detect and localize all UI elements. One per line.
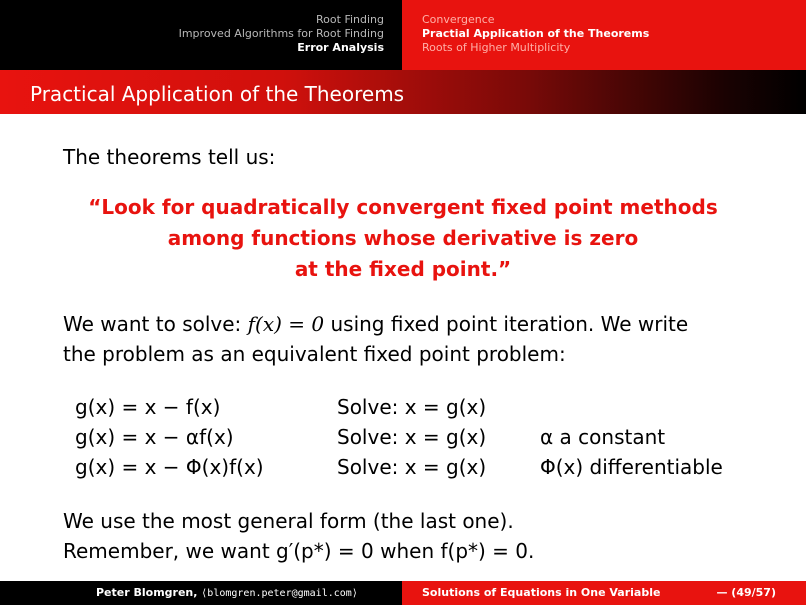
problem-equation: f(x) = 0	[247, 312, 325, 336]
equation-g-1: g(x) = x − f(x)	[75, 395, 221, 419]
footer-author-name: Peter Blomgren,	[96, 586, 202, 599]
quote-line-2: among functions whose derivative is zero	[167, 226, 639, 250]
equation-g-3: g(x) = x − Φ(x)f(x)	[75, 455, 264, 479]
footer	[0, 581, 806, 605]
equation-g-2: g(x) = x − αf(x)	[75, 425, 234, 449]
conclusion-line-2: Remember, we want g′(p*) = 0 when f(p*) = 0.	[63, 539, 535, 563]
equation-solve-2: Solve: x = g(x)	[337, 425, 487, 449]
footer-page-number: — (49/57)	[716, 586, 776, 599]
nav-section-improved-algorithms[interactable]: Improved Algorithms for Root Finding	[178, 27, 384, 40]
quote-line-3: at the fixed point.”	[294, 257, 512, 281]
nav-section-root-finding[interactable]: Root Finding	[316, 13, 384, 26]
problem-suffix: using fixed point iteration. We write	[324, 312, 689, 336]
equation-solve-1: Solve: x = g(x)	[337, 395, 487, 419]
problem-prefix: We want to solve:	[63, 312, 248, 336]
section-nav	[0, 0, 402, 70]
equation-note-2: α a constant	[540, 425, 666, 449]
footer-title-panel	[402, 581, 806, 605]
frame-title-bar	[0, 70, 806, 114]
intro-text: The theorems tell us:	[63, 145, 276, 169]
nav-section-error-analysis[interactable]: Error Analysis	[297, 41, 384, 54]
subsection-nav	[402, 0, 806, 70]
top-navigation	[0, 0, 806, 70]
footer-email: ⟨blomgren.peter@gmail.com⟩	[201, 588, 358, 599]
problem-line-2: the problem as an equivalent fixed point problem:	[63, 342, 566, 366]
footer-author	[96, 586, 358, 599]
footer-author-panel	[0, 581, 402, 605]
footer-title: Solutions of Equations in One Variable	[422, 586, 661, 599]
equation-solve-3: Solve: x = g(x)	[337, 455, 487, 479]
equation-note-3: Φ(x) differentiable	[540, 455, 723, 479]
nav-subsection-higher-multiplicity[interactable]: Roots of Higher Multiplicity	[422, 41, 571, 54]
problem-line-1	[63, 311, 688, 337]
nav-subsection-convergence[interactable]: Convergence	[422, 13, 495, 26]
conclusion-line-1: We use the most general form (the last one).	[63, 509, 514, 533]
quote-line-1: “Look for quadratically convergent fixed point methods	[88, 195, 718, 219]
frame-title: Practical Application of the Theorems	[30, 82, 405, 106]
nav-subsection-practical-application[interactable]: Practial Application of the Theorems	[422, 27, 650, 40]
